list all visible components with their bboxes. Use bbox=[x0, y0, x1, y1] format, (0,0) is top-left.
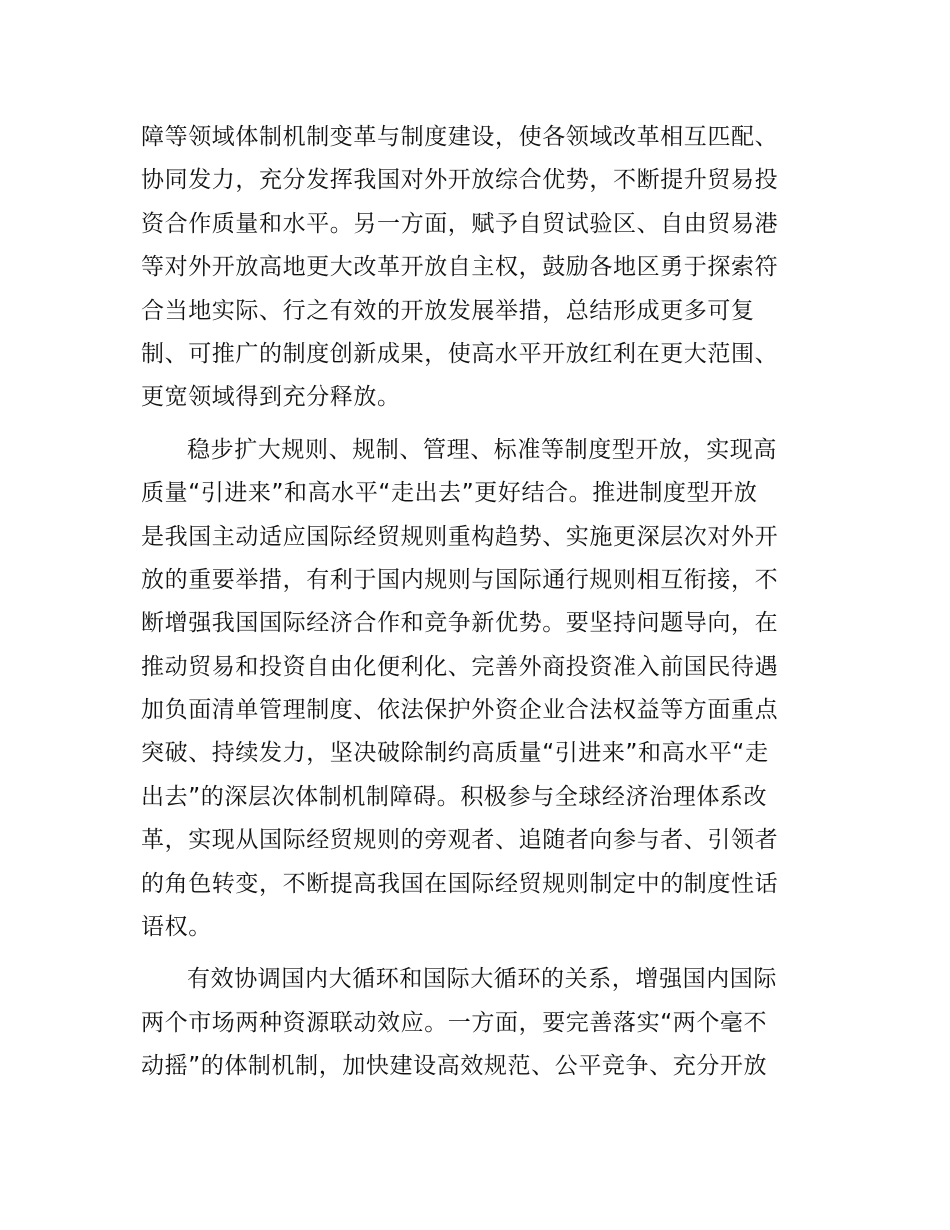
text-line: 推动贸易和投资自由化便利化、完善外商投资准入前国民待遇 bbox=[141, 653, 779, 680]
text-line: 加负面清单管理制度、依法保护外资企业合法权益等方面重点 bbox=[141, 697, 779, 724]
text-line: 合当地实际、行之有效的开放发展举措，总结形成更多可复 bbox=[141, 297, 755, 324]
paragraph-spacer bbox=[141, 949, 813, 958]
text-line: 制、可推广的制度创新成果，使高水平开放红利在更大范围、 bbox=[141, 340, 779, 367]
text-line: 障等领域体制机制变革与制度建设，使各领域改革相互匹配、 bbox=[141, 124, 779, 150]
text-line: 放的重要举措，有利于国内规则与国际通行规则相互衔接，不 bbox=[141, 566, 779, 593]
document-body bbox=[141, 116, 813, 1089]
text-line: 动摇”的体制机制，加快建设高效规范、公平竞争、充分开放 bbox=[141, 1053, 768, 1080]
text-line: 协同发力，充分发挥我国对外开放综合优势，不断提升贸易投 bbox=[141, 167, 779, 194]
text-line: 的角色转变，不断提高我国在国际经贸规则制定中的制度性话 bbox=[141, 870, 779, 897]
text-line: 稳步扩大规则、规制、管理、标准等制度型开放，实现高 bbox=[187, 436, 777, 463]
paragraph-3 bbox=[141, 958, 813, 1088]
paragraph-1 bbox=[141, 116, 813, 420]
text-line: 是我国主动适应国际经贸规则重构趋势、实施更深层次对外开 bbox=[141, 523, 779, 550]
text-line: 突破、持续发力，坚决破除制约高质量“引进来”和高水平“走 bbox=[141, 740, 769, 767]
text-line: 革，实现从国际经贸规则的旁观者、追随者向参与者、引领者 bbox=[141, 827, 779, 854]
text-line: 语权。 bbox=[141, 914, 212, 941]
text-line: 有效协调国内大循环和国际大循环的关系，增强国内国际 bbox=[187, 966, 777, 993]
paragraph-spacer bbox=[141, 420, 813, 429]
text-line: 更宽领域得到充分释放。 bbox=[141, 384, 401, 411]
text-line: 出去”的深层次体制机制障碍。积极参与全球经济治理体系改 bbox=[141, 783, 768, 810]
text-line: 断增强我国国际经济合作和竞争新优势。要坚持问题导向，在 bbox=[141, 610, 779, 637]
text-line: 质量“引进来”和高水平“走出去”更好结合。推进制度型开放 bbox=[141, 480, 758, 507]
text-line: 两个市场两种资源联动效应。一方面，要完善落实“两个毫不 bbox=[141, 1009, 768, 1036]
paragraph-2 bbox=[141, 429, 813, 950]
text-line: 资合作质量和水平。另一方面，赋予自贸试验区、自由贸易港 bbox=[141, 210, 779, 237]
text-line: 等对外开放高地更大改革开放自主权，鼓励各地区勇于探索符 bbox=[141, 254, 779, 281]
